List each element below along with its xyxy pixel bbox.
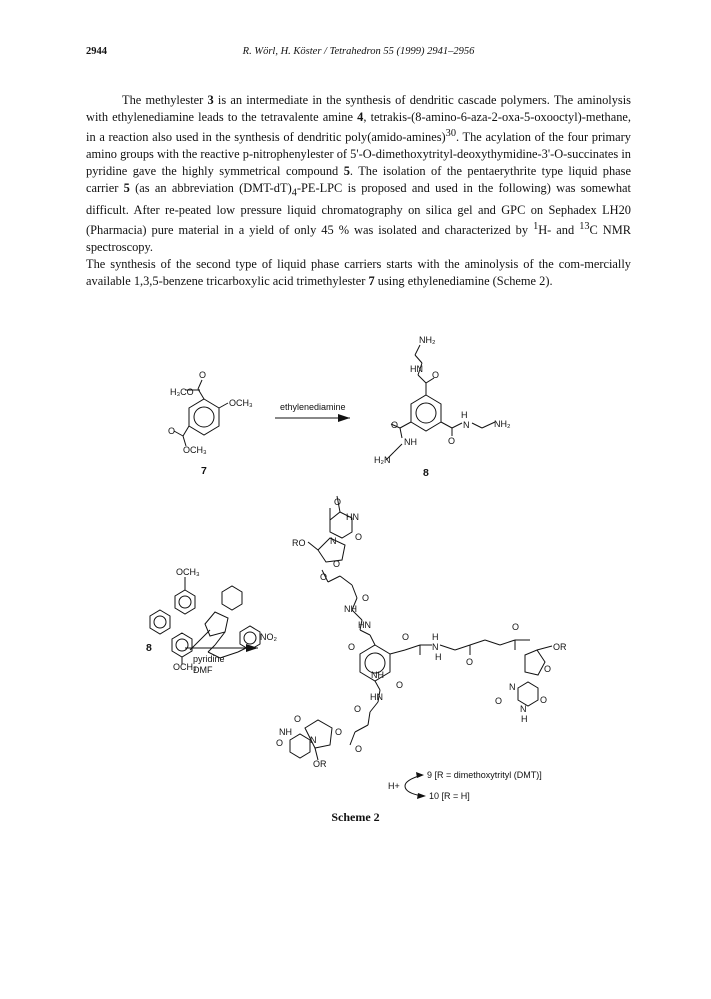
- svg-text:O: O: [168, 426, 176, 436]
- svg-text:H: H: [432, 632, 439, 642]
- svg-text:O: O: [333, 559, 341, 569]
- svg-text:N: N: [520, 704, 527, 714]
- product-10-label: 10 [R = H]: [429, 791, 470, 801]
- benzene-core-product: [360, 645, 390, 681]
- svg-text:O: O: [402, 632, 410, 642]
- thymine-top: [330, 512, 352, 538]
- sugar-ring-reagent: [205, 612, 228, 636]
- reagent-dmf: DMF: [193, 665, 213, 675]
- svg-text:N: N: [310, 735, 317, 745]
- thymine-right: [518, 682, 538, 706]
- svg-text:O: O: [294, 714, 302, 724]
- acid-label: H+: [388, 781, 400, 791]
- compound-8-label: 8: [423, 467, 429, 479]
- svg-text:NH₂: NH₂: [494, 419, 511, 429]
- reference-30: 30: [445, 127, 456, 139]
- svg-text:NO₂: NO₂: [260, 632, 277, 642]
- svg-text:NH: NH: [371, 670, 384, 680]
- dmt-aryl-ring-2: [172, 633, 192, 657]
- svg-text:HN: HN: [370, 692, 383, 702]
- svg-text:O: O: [362, 593, 370, 603]
- deprotection-arrow: [405, 775, 422, 796]
- svg-text:OCH₃: OCH₃: [173, 662, 197, 672]
- body-text: [86, 92, 631, 290]
- svg-text:H: H: [435, 652, 442, 662]
- svg-text:O: O: [355, 744, 363, 754]
- svg-text:N: N: [463, 420, 470, 430]
- atom-label-h3co: H₃CO: [170, 387, 194, 397]
- svg-text:O: O: [544, 664, 552, 674]
- svg-text:O: O: [355, 532, 363, 542]
- dmt-aryl-ring-1: [175, 590, 195, 614]
- running-head: R. Wörl, H. Köster / Tetrahedron 55 (1999) 2941–2956: [242, 46, 475, 57]
- compound-7-label: 7: [201, 465, 207, 477]
- atom-label-och3b: OCH₃: [183, 445, 207, 455]
- scheme-caption: Scheme 2: [331, 810, 380, 824]
- svg-text:O: O: [199, 370, 207, 380]
- thymine-bottom: [290, 734, 310, 758]
- svg-text:O: O: [348, 642, 356, 652]
- svg-text:N: N: [432, 642, 439, 652]
- svg-text:HN: HN: [346, 512, 359, 522]
- svg-text:O: O: [276, 738, 284, 748]
- svg-text:H: H: [521, 714, 528, 724]
- atom-label-och3: OCH₃: [229, 398, 253, 408]
- svg-text:NH: NH: [279, 727, 292, 737]
- svg-text:OR: OR: [313, 759, 327, 769]
- svg-text:O: O: [334, 497, 342, 507]
- svg-text:N: N: [509, 682, 516, 692]
- svg-text:O: O: [512, 622, 520, 632]
- nitrophenyl-ring: [240, 626, 260, 650]
- svg-text:H₂N: H₂N: [374, 455, 391, 465]
- svg-text:OCH₃: OCH₃: [176, 567, 200, 577]
- svg-text:H: H: [461, 410, 468, 420]
- svg-text:O: O: [391, 420, 399, 430]
- reagent-pyridine: pyridine: [193, 654, 225, 664]
- paragraph-1: The methylester 3 is an intermediate in the synthesis of dendritic cascade polymers. The aminolysis with ethylenediamine leads to the tetravalente amine 4, tetrakis-(8-amino-6-aza-2-oxa-5-oxooctyl)-methane, in a reaction also used in the synthesis of dendritic poly(amido-amines)$^{30}$. The acylation of the four primary amino groups with the reactive p-nitrophenylester of 5'-O-dimethoxytrityl-deoxythymidine-3'-O-succinates in pyridine gave the highly symmetrical compound 5. The isolation of the pentaerythrite type liquid phase carrier 5 (as an abbreviation $(DMT-dT)_4-PE$-LPC is proposed and used in the following) was somewhat difficult. After re-peated low pressure liquid chromatography on silica gel and GPC on Sephadex LH20 (Pharmacia) pure material in a yield of only 45 % was isolated and characterized by $^1$H- and $^{13}$C NMR spectroscopy.: [86, 93, 632, 254]
- svg-text:HN: HN: [358, 620, 371, 630]
- sugar-ring-top: [318, 538, 345, 562]
- svg-text:HN: HN: [410, 364, 423, 374]
- svg-text:O: O: [448, 436, 456, 446]
- product-9-label: 9 [R = dimethoxytrityl (DMT)]: [427, 770, 542, 780]
- svg-text:O: O: [432, 370, 440, 380]
- benzene-ring-8: [411, 395, 441, 431]
- svg-text:NH: NH: [344, 604, 357, 614]
- dmt-phenyl-ring: [150, 610, 170, 634]
- svg-text:O: O: [495, 696, 503, 706]
- compound-8-reactant-label: 8: [146, 642, 152, 654]
- svg-text:O: O: [354, 704, 362, 714]
- sugar-ring-bottom: [305, 720, 332, 748]
- svg-text:O: O: [396, 680, 404, 690]
- page-number: 2944: [86, 46, 107, 57]
- svg-text:N: N: [330, 536, 337, 546]
- svg-text:RO: RO: [292, 538, 306, 548]
- svg-text:O: O: [320, 572, 328, 582]
- page-header: [86, 46, 631, 62]
- sugar-ring-right: [525, 650, 545, 675]
- svg-text:OR: OR: [553, 642, 567, 652]
- paragraph-2: The synthesis of the second type of liquid phase carriers starts with the aminolysis of the com-mercially available 1,3,5-benzene tricarboxylic acid trimethylester 7 using ethylenediamine (Scheme 2).: [86, 256, 631, 288]
- svg-text:O: O: [540, 695, 548, 705]
- reagent-ethylenediamine: ethylenediamine: [280, 402, 346, 412]
- svg-text:O: O: [466, 657, 474, 667]
- thymine-reagent: [222, 586, 242, 610]
- svg-text:NH₂: NH₂: [419, 335, 436, 345]
- svg-text:NH: NH: [404, 437, 417, 447]
- svg-text:O: O: [335, 727, 343, 737]
- benzene-ring-7: [189, 399, 219, 435]
